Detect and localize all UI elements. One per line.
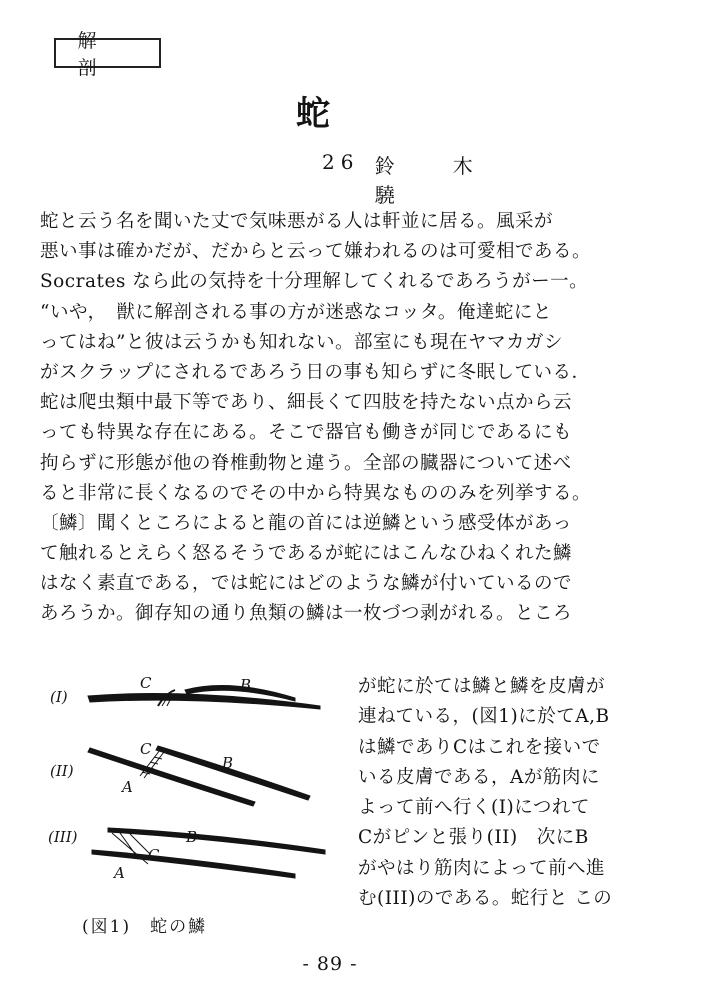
- panel-1-drawing: [88, 686, 320, 710]
- body-line: 拘らずに形態が他の脊椎動物と違う。全部の臓器について述べ: [40, 452, 572, 474]
- body-line: ってはね”と彼は云うかも知れない。部室にも現在ヤマカガシ: [40, 331, 563, 353]
- side-line: が蛇に於ては鱗と鱗を皮膚が: [358, 676, 606, 697]
- page-number: - 89 -: [302, 953, 358, 975]
- section-label-box: [54, 30, 161, 79]
- panel-3-label: (III): [48, 828, 78, 846]
- panel-2-label-a: A: [122, 778, 133, 796]
- side-line: Cがピンと張り(II) 次にB: [358, 827, 589, 849]
- panel-1-label-c: C: [140, 674, 152, 692]
- body-text: [40, 207, 646, 630]
- side-line: む(III)のである。蛇行と この: [358, 888, 613, 910]
- author-class-number: 26: [322, 150, 360, 174]
- body-line: 悪い事は確かだが、だからと云って嫌われるのは可愛相である。: [40, 241, 592, 263]
- body-line: あろうか。御存知の通り魚類の鱗は一枚づつ剥がれる。ところ: [40, 603, 573, 625]
- scale-diagram: [40, 668, 340, 948]
- byline: [322, 150, 687, 208]
- panel-2-label-c: C: [140, 740, 152, 758]
- author-name: 鈴木 驍: [374, 154, 687, 207]
- panel-2-label-b: B: [222, 754, 234, 772]
- side-line: は鱗でありCはこれを接いで: [358, 736, 601, 758]
- scale-diagram-drawing: [40, 668, 340, 908]
- figure-caption: (図1) 蛇の鱗: [82, 917, 208, 937]
- side-line: よって前へ行く(I)につれて: [358, 797, 590, 819]
- article-title: 蛇: [296, 94, 330, 134]
- panel-3-label-a: A: [114, 864, 125, 882]
- side-line: がやはり筋肉によって前へ進: [358, 857, 606, 879]
- panel-3-drawing: [92, 828, 325, 878]
- panel-1-label: (I): [50, 688, 68, 706]
- side-line: 連ねている，(図1)に於てA,B: [358, 706, 610, 728]
- body-line: 蛇は爬虫類中最下等であり、細長くて四肢を持たない点から云: [40, 392, 573, 414]
- body-line: ると非常に長くなるのでその中から特異なもののみを列挙する。: [40, 482, 592, 504]
- section-label: 解 剖: [77, 30, 160, 79]
- side-text: [358, 672, 638, 914]
- body-line: “いや， 獣に解剖される事の方が迷惑なコッタ。俺達蛇にと: [40, 301, 552, 323]
- body-line: て触れるとえらく怒るそうであるが蛇にはこんなひねくれた鱗: [40, 543, 573, 565]
- body-line: 蛇と云う名を聞いた丈で気味悪がる人は軒並に居る。風采が: [40, 211, 554, 232]
- panel-3-label-c: C: [148, 846, 160, 864]
- panel-3-label-b: B: [186, 828, 198, 846]
- body-line: がスクラップにされるであろう日の事も知らずに冬眠している．: [40, 361, 591, 383]
- side-line: いる皮膚である，Aが筋肉に: [358, 766, 600, 788]
- body-line: っても特異な存在にある。そこで器官も働きが同じであるにも: [40, 422, 573, 444]
- panel-2-label: (II): [50, 762, 74, 780]
- panel-2-drawing: [88, 746, 310, 806]
- body-line: Socrates なら此の気持を十分理解してくれるであろうがー一。: [40, 271, 589, 293]
- panel-1-label-b: B: [240, 676, 252, 694]
- body-line: はなく素直である，では蛇にはどのような鱗が付いているので: [40, 573, 573, 595]
- body-line: 〔鱗〕聞くところによると龍の首には逆鱗という感受体があっ: [40, 512, 572, 534]
